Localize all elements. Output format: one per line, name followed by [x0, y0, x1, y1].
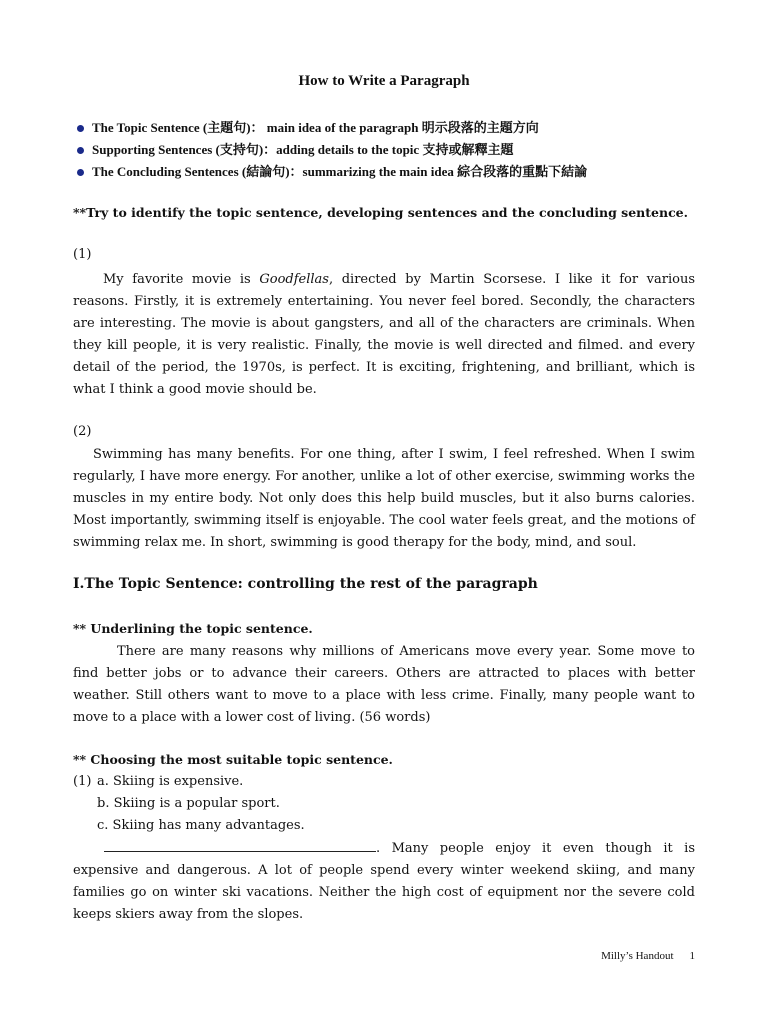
bullet-icon: [77, 147, 84, 154]
list-item: [77, 118, 587, 140]
footer-text: Milly’s Handout: [601, 950, 674, 962]
list-item: [77, 162, 587, 184]
bullet-icon: [77, 125, 84, 132]
paragraph-text: . Many people enjoy it even though it is expensive and dangerous. A lot of people spend every winter weekend skiing, and many families go on winter ski vacations. Neither the high cost of equipment nor the severe cold keeps skiers away from the slopes.: [73, 841, 695, 922]
page-title: How to Write a Paragraph: [298, 73, 470, 89]
example-paragraph-swimming: Swimming has many benefits. For one thing, after I swim, I feel refreshed. When I swim regularly, I have more energy. For another, unlike a lot of other exercise, swimming works the muscles in my entire body. Not only does this help build muscles, but it also burns calories. Most importantly, swimming itself is enjoyable. The cool water feels great, and the motions of swimming relax me. In short, swimming is good therapy for the body, mind, and soul.: [73, 447, 695, 550]
option-c: c. Skiing has many advantages.: [97, 818, 305, 833]
example-label: (1): [73, 247, 92, 262]
page-footer: [601, 950, 695, 962]
section-heading: I.The Topic Sentence: controlling the rest of the paragraph: [73, 576, 538, 592]
list-item: [77, 140, 587, 162]
underline-task-paragraph: There are many reasons why millions of Americans move every year. Some move to find better jobs or to advance their careers. Others are attracted to places with better weather. Still others want to move to a place with less crime. Finally, many people want to move to a place with a lower cost of living. (56 words): [73, 644, 695, 725]
paragraph-parts-list: [77, 118, 587, 184]
underline-task-heading: ** Underlining the topic sentence.: [73, 621, 313, 636]
bullet-text: Supporting Sentences (支持句)：adding details to the topic 支持或解釋主題: [92, 142, 514, 157]
instruction-note: **Try to identify the topic sentence, developing sentences and the concluding sentence.: [73, 205, 688, 220]
bullet-text: The Topic Sentence (主題句)： main idea of the paragraph 明示段落的主題方向: [92, 120, 539, 135]
option-a: a. Skiing is expensive.: [97, 774, 244, 789]
page-number: 1: [689, 950, 695, 962]
paragraph-text: My favorite movie is: [103, 272, 260, 287]
question-number: (1): [73, 774, 92, 789]
example-label: (2): [73, 424, 92, 439]
movie-title: Goodfellas: [259, 272, 329, 287]
paragraph-text: , directed by Martin Scorsese. I like it for various reasons. Firstly, it is extremely entertaining. You never feel bored. Secondly, the characters are interesting. The movie is about gangsters, and all of the characters are criminals. When they kill people, it is very realistic. Finally, the movie is well directed and filmed. and every detail of the period, the 1970s, is perfect. It is exciting, frightening, and brilliant, which is what I think a good movie should be.: [73, 272, 696, 397]
choose-task-heading: ** Choosing the most suitable topic sentence.: [73, 752, 393, 767]
bullet-text: The Concluding Sentences (結論句)：summarizing the main idea 綜合段落的重點下結論: [92, 164, 588, 179]
option-b: b. Skiing is a popular sport.: [97, 796, 280, 811]
answer-blank[interactable]: [104, 839, 376, 852]
choose-task-paragraph: [73, 838, 695, 926]
bullet-icon: [77, 169, 84, 176]
example-paragraph-movie: [73, 269, 695, 401]
